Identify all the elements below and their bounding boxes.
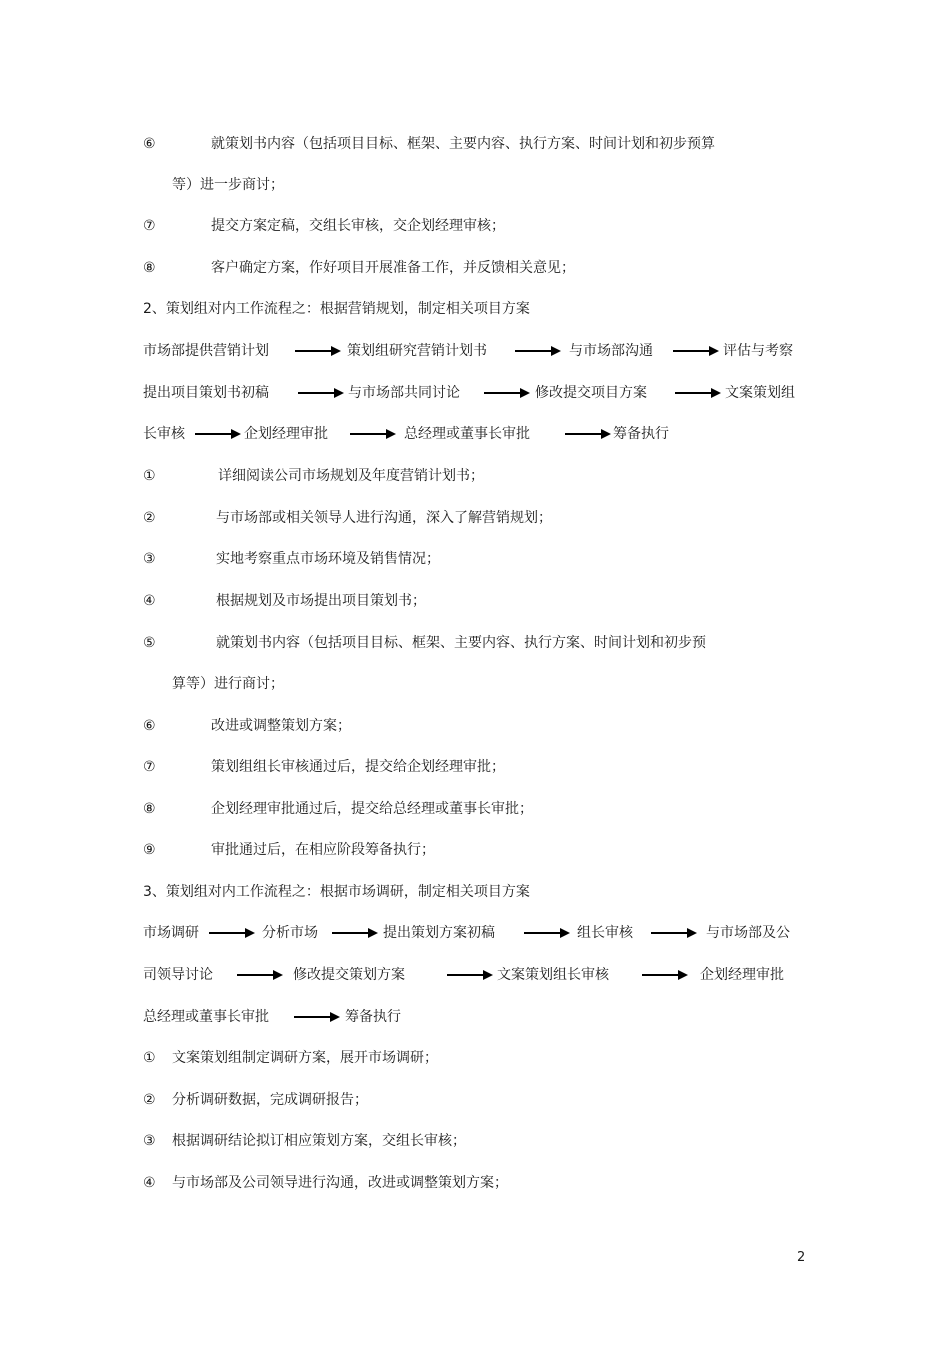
list-item-continuation <box>172 175 284 195</box>
flow-node: 市场调研 <box>143 925 199 941</box>
arrow-right-icon <box>651 928 697 938</box>
arrow-right-icon <box>447 970 493 980</box>
list-text: 客户确定方案，作好项目开展准备工作，并反馈相关意见； <box>211 260 575 276</box>
list-text: 根据调研结论拟订相应策划方案，交组长审核； <box>172 1133 466 1149</box>
flow-node: 评估与考察 <box>723 343 793 359</box>
arrow-right-icon <box>515 346 561 356</box>
arrow-right-icon <box>642 970 688 980</box>
arrow-right-icon <box>332 928 378 938</box>
list-marker: ③ <box>143 1133 156 1149</box>
flow-node: 修改提交策划方案 <box>293 967 405 983</box>
flow-node: 与市场部共同讨论 <box>348 385 460 401</box>
list-text: 改进或调整策划方案； <box>211 718 351 734</box>
arrow-right-icon <box>237 970 283 980</box>
flow-row <box>143 341 813 361</box>
flow-row <box>143 424 813 444</box>
flow-node: 与市场部沟通 <box>569 343 653 359</box>
arrow-right-icon <box>484 388 530 398</box>
arrow-right-icon <box>294 1012 340 1022</box>
list-text: 提交方案定稿，交组长审核，交企划经理审核； <box>211 218 505 234</box>
list-marker: ⑨ <box>143 842 156 858</box>
list-marker: ⑥ <box>143 136 156 152</box>
list-text: 企划经理审批通过后，提交给总经理或董事长审批； <box>211 801 533 817</box>
flow-node: 长审核 <box>143 426 185 442</box>
flow-row <box>143 965 813 985</box>
list-text: 详细阅读公司市场规划及年度营销计划书； <box>218 468 484 484</box>
list-marker: ⑧ <box>143 260 156 276</box>
list-item-continuation <box>172 674 284 694</box>
list-text: 等）进一步商讨； <box>172 177 284 193</box>
flow-node: 分析市场 <box>262 925 318 941</box>
flow-node: 企划经理审批 <box>700 967 784 983</box>
flow-node: 总经理或董事长审批 <box>404 426 530 442</box>
list-marker: ⑤ <box>143 635 156 651</box>
flow-node: 与市场部及公 <box>706 925 790 941</box>
list-marker: ② <box>143 1092 156 1108</box>
list-text: 与市场部及公司领导进行沟通，改进或调整策划方案； <box>172 1175 508 1191</box>
flow-node: 提出项目策划书初稿 <box>143 385 269 401</box>
flow-node: 市场部提供营销计划 <box>143 343 269 359</box>
flow-row <box>143 383 813 403</box>
list-marker: ② <box>143 510 156 526</box>
flow-row <box>143 923 813 943</box>
arrow-right-icon <box>195 429 241 439</box>
flow-node: 文案策划组长审核 <box>497 967 609 983</box>
flow-node: 筹备执行 <box>613 426 669 442</box>
list-text: 就策划书内容（包括项目目标、框架、主要内容、执行方案、时间计划和初步预 <box>216 635 706 651</box>
list-marker: ⑧ <box>143 801 156 817</box>
list-marker: ⑦ <box>143 759 156 775</box>
list-marker: ① <box>143 468 156 484</box>
list-marker: ① <box>143 1050 156 1066</box>
list-text: 算等）进行商讨； <box>172 676 284 692</box>
list-text: 审批通过后，在相应阶段筹备执行； <box>211 842 435 858</box>
flow-node: 司领导讨论 <box>143 967 213 983</box>
arrow-right-icon <box>675 388 721 398</box>
list-marker: ④ <box>143 1175 156 1191</box>
flow-node: 文案策划组 <box>725 385 795 401</box>
list-marker: ③ <box>143 551 156 567</box>
list-text: 根据规划及市场提出项目策划书； <box>216 593 426 609</box>
list-text: 分析调研数据，完成调研报告； <box>172 1092 368 1108</box>
flow-row <box>143 1007 813 1027</box>
flow-node: 策划组研究营销计划书 <box>347 343 487 359</box>
page-number: 2 <box>797 1250 806 1265</box>
arrow-right-icon <box>295 346 341 356</box>
flow-node: 企划经理审批 <box>244 426 328 442</box>
list-text: 实地考察重点市场环境及销售情况； <box>216 551 440 567</box>
list-text: 与市场部或相关领导人进行沟通，深入了解营销规划； <box>216 510 552 526</box>
arrow-right-icon <box>565 429 611 439</box>
flow-node: 总经理或董事长审批 <box>143 1009 269 1025</box>
flow-node: 组长审核 <box>577 925 633 941</box>
list-text: 策划组组长审核通过后，提交给企划经理审批； <box>211 759 505 775</box>
arrow-right-icon <box>673 346 719 356</box>
arrow-right-icon <box>350 429 396 439</box>
arrow-right-icon <box>298 388 344 398</box>
arrow-right-icon <box>209 928 255 938</box>
section-heading: 2、策划组对内工作流程之：根据营销规划，制定相关项目方案 <box>143 301 530 317</box>
list-text: 就策划书内容（包括项目目标、框架、主要内容、执行方案、时间计划和初步预算 <box>211 136 715 152</box>
flow-node: 提出策划方案初稿 <box>383 925 495 941</box>
list-marker: ⑥ <box>143 718 156 734</box>
flow-node: 修改提交项目方案 <box>535 385 647 401</box>
section-heading: 3、策划组对内工作流程之：根据市场调研，制定相关项目方案 <box>143 884 530 900</box>
list-marker: ④ <box>143 593 156 609</box>
list-text: 文案策划组制定调研方案，展开市场调研； <box>172 1050 438 1066</box>
list-marker: ⑦ <box>143 218 156 234</box>
flow-node: 筹备执行 <box>345 1009 401 1025</box>
arrow-right-icon <box>524 928 570 938</box>
